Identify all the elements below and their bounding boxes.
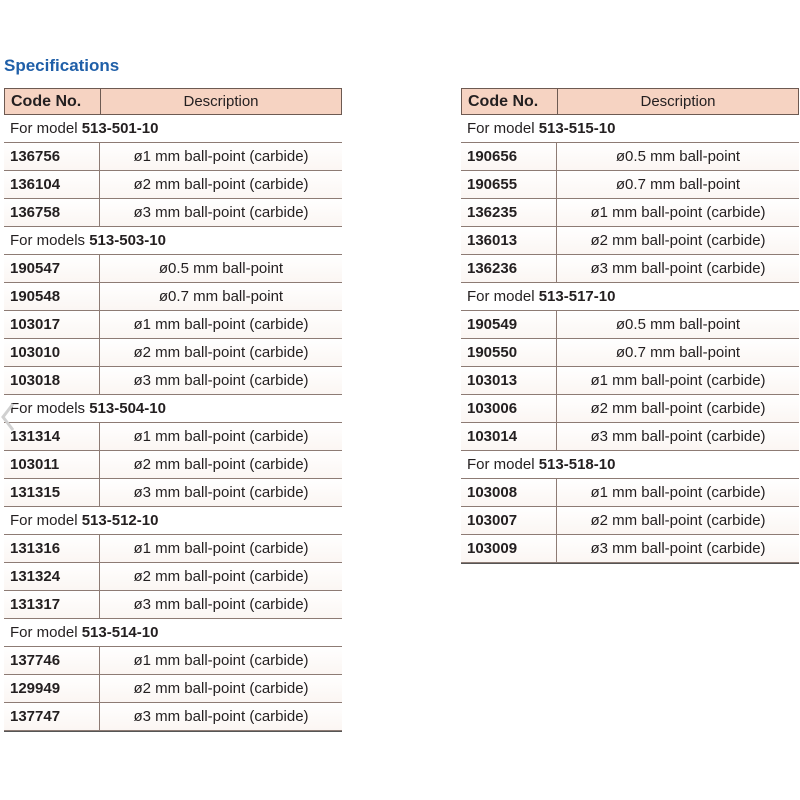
- table-row: [4, 199, 342, 227]
- table-row: [4, 703, 342, 731]
- code-cell: 103014: [461, 423, 557, 450]
- code-cell: 103017: [4, 311, 100, 338]
- description-cell: ø2 mm ball-point (carbide): [133, 568, 309, 585]
- table-row: [4, 283, 342, 311]
- description-cell: ø0.7 mm ball-point: [615, 176, 741, 193]
- table-row: [461, 395, 799, 423]
- table-row: [461, 311, 799, 339]
- table-row: [4, 535, 342, 563]
- group-prefix: For models: [10, 400, 90, 417]
- description-cell: ø1 mm ball-point (carbide): [133, 428, 309, 445]
- table-row: [461, 143, 799, 171]
- table-row: [4, 367, 342, 395]
- model-number: 513-503-10: [89, 232, 166, 249]
- table-row: [4, 451, 342, 479]
- table-row: [461, 535, 799, 563]
- table-row: [461, 479, 799, 507]
- code-cell: 190656: [461, 143, 557, 170]
- group-title: [4, 395, 342, 423]
- model-number: 513-512-10: [81, 512, 159, 529]
- table-header: [4, 88, 342, 115]
- code-cell: 103009: [461, 535, 557, 562]
- code-cell: 190549: [461, 311, 557, 338]
- code-cell: 103010: [4, 339, 100, 366]
- table-row: [4, 675, 342, 703]
- code-column-header: Code No.: [5, 89, 101, 114]
- description-cell: ø2 mm ball-point (carbide): [133, 176, 309, 193]
- table-row: [4, 423, 342, 451]
- code-cell: 103013: [461, 367, 557, 394]
- description-cell: ø3 mm ball-point (carbide): [133, 484, 309, 501]
- model-number: 513-517-10: [538, 288, 616, 305]
- table-row: [461, 227, 799, 255]
- description-cell: ø1 mm ball-point (carbide): [133, 316, 309, 333]
- table-row: [4, 647, 342, 675]
- spec-table-right: [461, 88, 799, 564]
- code-cell: 136104: [4, 171, 100, 198]
- table-row: [4, 591, 342, 619]
- description-cell: ø1 mm ball-point (carbide): [133, 148, 309, 165]
- description-cell: ø3 mm ball-point (carbide): [133, 372, 309, 389]
- model-number: 513-515-10: [538, 120, 616, 137]
- model-number: 513-501-10: [81, 120, 159, 137]
- group-title: [4, 507, 342, 535]
- code-cell: 131314: [4, 423, 100, 450]
- description-cell: ø1 mm ball-point (carbide): [133, 652, 309, 669]
- description-cell: ø2 mm ball-point (carbide): [590, 232, 766, 249]
- code-cell: 131324: [4, 563, 100, 590]
- spec-table-left: [4, 88, 342, 732]
- table-row: [4, 479, 342, 507]
- code-cell: 131316: [4, 535, 100, 562]
- code-cell: 103018: [4, 367, 100, 394]
- group-title: [461, 283, 799, 311]
- code-cell: 131315: [4, 479, 100, 506]
- group-prefix: For model: [10, 512, 82, 529]
- code-cell: 190548: [4, 283, 100, 310]
- description-column-header: Description: [640, 93, 716, 110]
- model-number: 513-504-10: [89, 400, 166, 417]
- table-row: [4, 339, 342, 367]
- description-cell: ø3 mm ball-point (carbide): [133, 204, 309, 221]
- code-cell: 103007: [461, 507, 557, 534]
- table-row: [4, 255, 342, 283]
- description-cell: ø2 mm ball-point (carbide): [590, 400, 766, 417]
- description-column-header: Description: [183, 93, 259, 110]
- code-cell: 136235: [461, 199, 557, 226]
- code-cell: 103008: [461, 479, 557, 506]
- table-row: [461, 367, 799, 395]
- code-cell: 190550: [461, 339, 557, 366]
- code-cell: 136758: [4, 199, 100, 226]
- description-cell: ø3 mm ball-point (carbide): [590, 428, 766, 445]
- group-prefix: For model: [10, 120, 82, 137]
- table-row: [4, 171, 342, 199]
- description-cell: ø1 mm ball-point (carbide): [590, 204, 766, 221]
- code-cell: 137747: [4, 703, 100, 730]
- table-row: [4, 311, 342, 339]
- code-cell: 103006: [461, 395, 557, 422]
- model-number: 513-518-10: [538, 456, 616, 473]
- group-title: [4, 619, 342, 647]
- group-prefix: For model: [467, 456, 539, 473]
- table-row: [461, 255, 799, 283]
- code-cell: 137746: [4, 647, 100, 674]
- code-column-header: Code No.: [462, 89, 558, 114]
- description-cell: ø2 mm ball-point (carbide): [133, 456, 309, 473]
- description-cell: ø3 mm ball-point (carbide): [590, 540, 766, 557]
- chevron-left-icon[interactable]: [0, 402, 16, 432]
- description-cell: ø0.5 mm ball-point: [615, 148, 741, 165]
- table-header: [461, 88, 799, 115]
- table-row: [461, 507, 799, 535]
- table-row: [461, 199, 799, 227]
- description-cell: ø1 mm ball-point (carbide): [590, 372, 766, 389]
- code-cell: 190547: [4, 255, 100, 282]
- description-cell: ø0.5 mm ball-point: [615, 316, 741, 333]
- table-row: [461, 171, 799, 199]
- group-prefix: For model: [467, 288, 539, 305]
- group-prefix: For models: [10, 232, 90, 249]
- model-number: 513-514-10: [81, 624, 159, 641]
- description-cell: ø3 mm ball-point (carbide): [133, 708, 309, 725]
- code-cell: 103011: [4, 451, 100, 478]
- code-cell: 136756: [4, 143, 100, 170]
- description-cell: ø0.7 mm ball-point: [615, 344, 741, 361]
- group-prefix: For model: [467, 120, 539, 137]
- group-title: [4, 227, 342, 255]
- group-title: [461, 451, 799, 479]
- code-cell: 190655: [461, 171, 557, 198]
- code-cell: 129949: [4, 675, 100, 702]
- page-heading: Specifications: [4, 56, 120, 75]
- group-prefix: For model: [10, 624, 82, 641]
- code-cell: 136236: [461, 255, 557, 282]
- description-cell: ø2 mm ball-point (carbide): [133, 680, 309, 697]
- description-cell: ø1 mm ball-point (carbide): [590, 484, 766, 501]
- description-cell: ø0.5 mm ball-point: [158, 260, 284, 277]
- description-cell: ø2 mm ball-point (carbide): [590, 512, 766, 529]
- group-title: [4, 115, 342, 143]
- table-row: [4, 563, 342, 591]
- group-title: [461, 115, 799, 143]
- description-cell: ø3 mm ball-point (carbide): [590, 260, 766, 277]
- code-cell: 136013: [461, 227, 557, 254]
- table-row: [461, 423, 799, 451]
- description-cell: ø2 mm ball-point (carbide): [133, 344, 309, 361]
- code-cell: 131317: [4, 591, 100, 618]
- table-row: [4, 143, 342, 171]
- description-cell: ø3 mm ball-point (carbide): [133, 596, 309, 613]
- table-row: [461, 339, 799, 367]
- description-cell: ø0.7 mm ball-point: [158, 288, 284, 305]
- description-cell: ø1 mm ball-point (carbide): [133, 540, 309, 557]
